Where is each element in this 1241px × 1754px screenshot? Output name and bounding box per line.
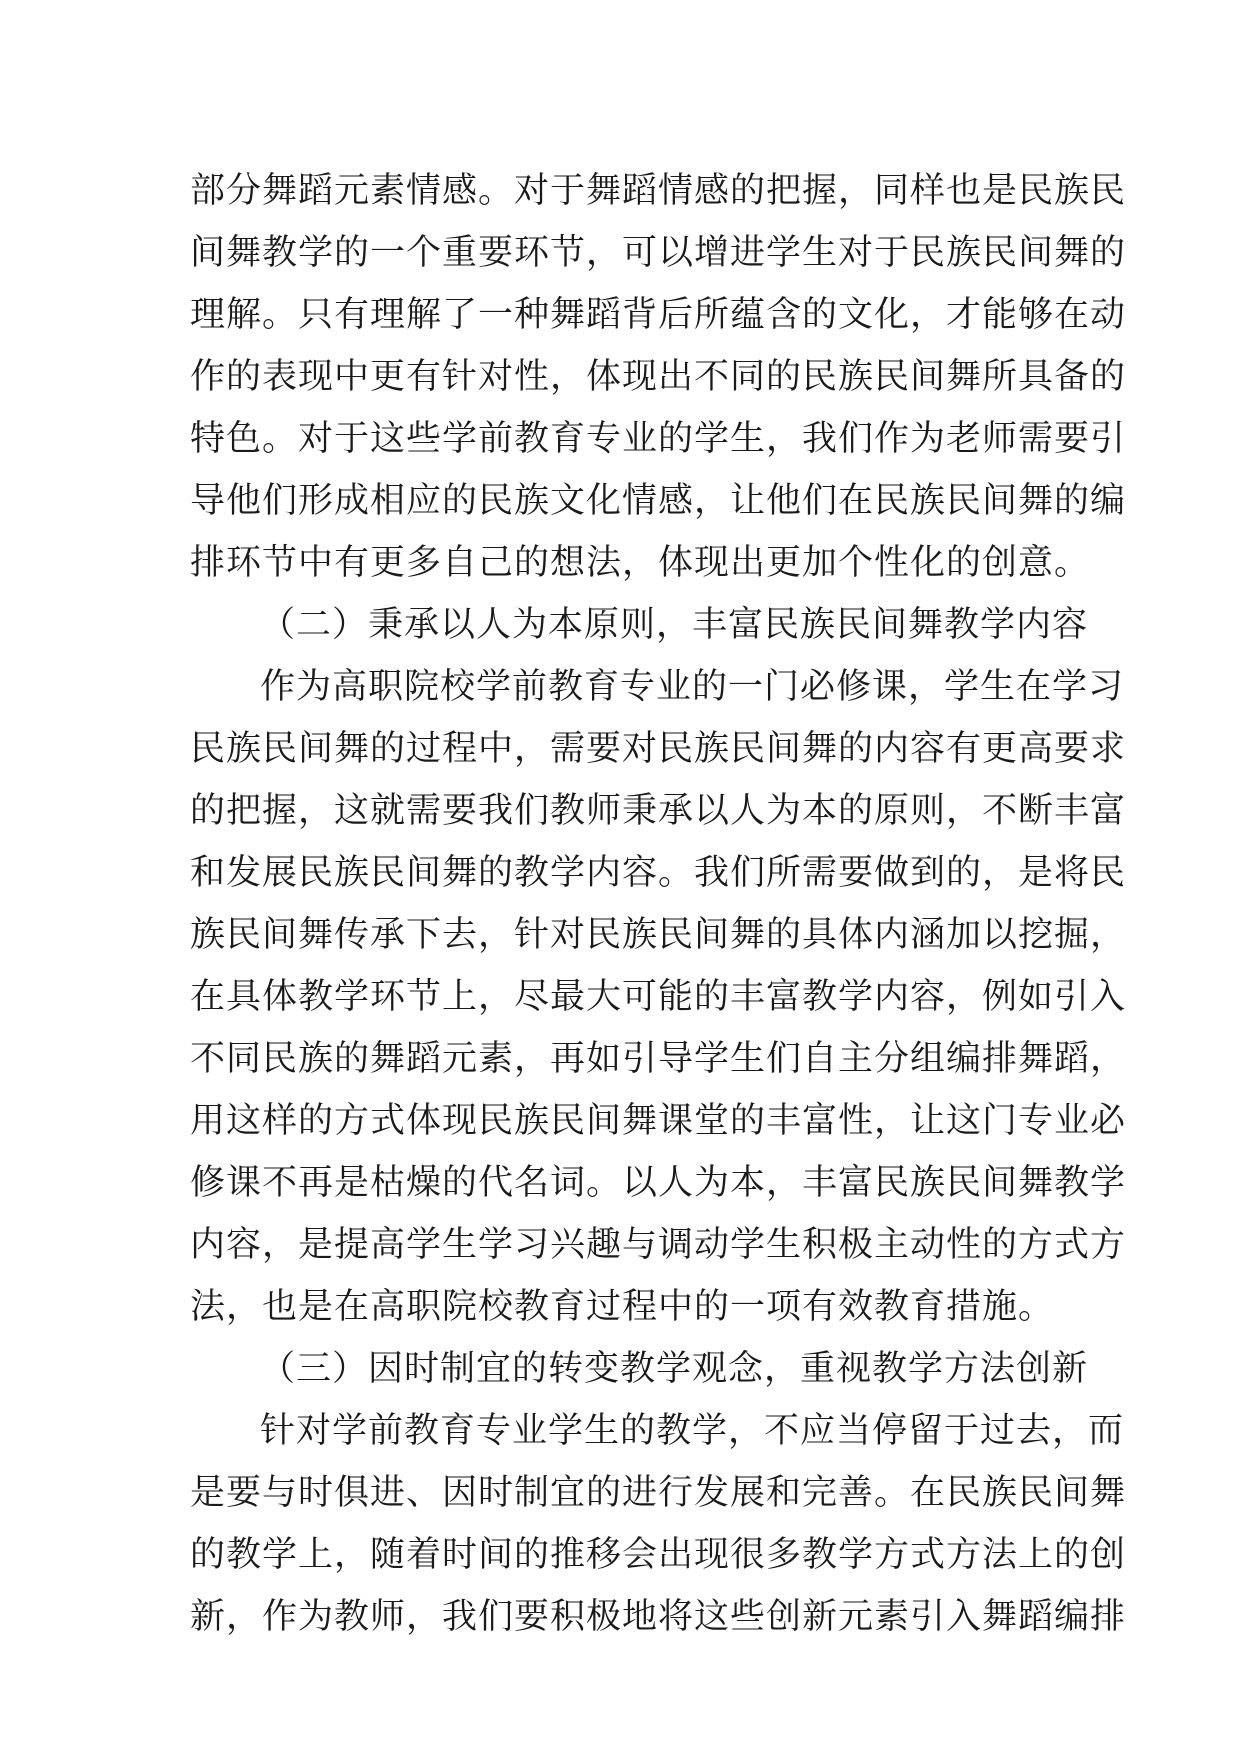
paragraph-last-line: 法，也是在高职院校教育过程中的一项有效教育措施。 [190,1287,1055,1327]
text-line: 是要与时俱进、因时制宜的进行发展和完善。在民族民间舞 [190,1473,1127,1513]
section-heading: （三）因时制宜的转变教学观念，重视教学方法创新 [260,1349,1089,1389]
text-line: 用这样的方式体现民族民间舞课堂的丰富性，让这门专业必 [190,1101,1127,1141]
paragraph-last-line: 排环节中有更多自己的想法，体现出更加个性化的创意。 [190,543,1091,583]
text-line: 导他们形成相应的民族文化情感，让他们在民族民间舞的编 [190,481,1127,521]
text-line: 间舞教学的一个重要环节，可以增进学生对于民族民间舞的 [190,233,1127,273]
document-body [190,160,1127,1648]
text-line: 的把握，这就需要我们教师秉承以人为本的原则，不断丰富 [190,791,1127,831]
text-line: 作的表现中更有针对性，体现出不同的民族民间舞所具备的 [190,357,1127,397]
text-line: 在具体教学环节上，尽最大可能的丰富教学内容，例如引入 [190,977,1127,1017]
section-heading: （二）秉承以人为本原则，丰富民族民间舞教学内容 [260,605,1089,645]
paragraph-first-line: 针对学前教育专业学生的教学，不应当停留于过去，而 [260,1411,1125,1451]
text-line: 新，作为教师，我们要积极地将这些创新元素引入舞蹈编排 [190,1597,1127,1637]
text-line: 不同民族的舞蹈元素，再如引导学生们自主分组编排舞蹈， [190,1039,1127,1079]
text-line: 和发展民族民间舞的教学内容。我们所需要做到的，是将民 [190,853,1127,893]
paragraph-first-line: 作为高职院校学前教育专业的一门必修课，学生在学习 [260,667,1125,707]
text-line: 族民间舞传承下去，针对民族民间舞的具体内涵加以挖掘， [190,915,1127,955]
text-line: 内容，是提高学生学习兴趣与调动学生积极主动性的方式方 [190,1225,1127,1265]
text-line: 特色。对于这些学前教育专业的学生，我们作为老师需要引 [190,419,1127,459]
text-line: 理解。只有理解了一种舞蹈背后所蕴含的文化，才能够在动 [190,295,1127,335]
text-line: 民族民间舞的过程中，需要对民族民间舞的内容有更高要求 [190,729,1127,769]
text-line: 部分舞蹈元素情感。对于舞蹈情感的把握，同样也是民族民 [190,171,1127,211]
text-line: 的教学上，随着时间的推移会出现很多教学方式方法上的创 [190,1535,1127,1575]
text-line: 修课不再是枯燥的代名词。以人为本，丰富民族民间舞教学 [190,1163,1127,1203]
